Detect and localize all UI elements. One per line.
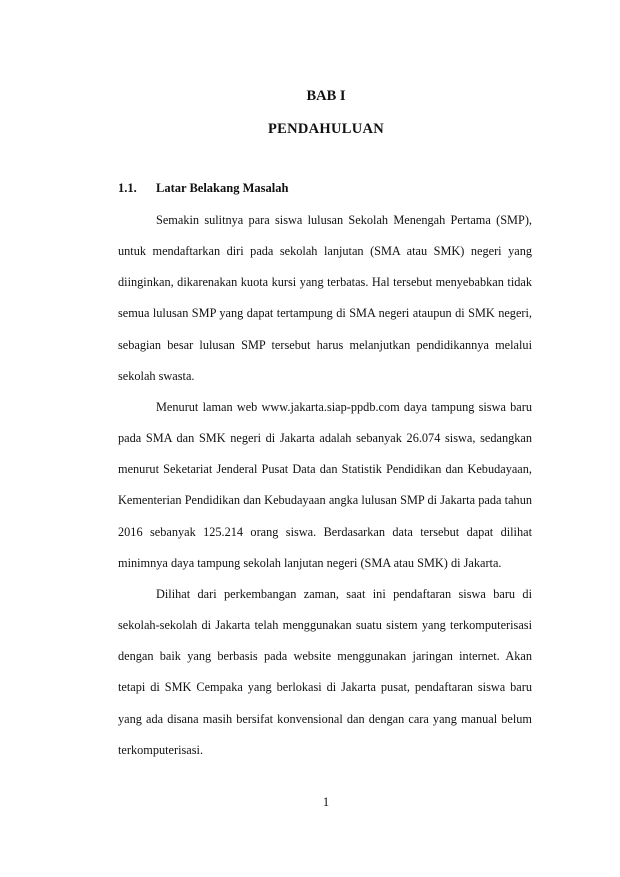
paragraph: Semakin sulitnya para siswa lulusan Sekolah Menengah Pertama (SMP), untuk mendaftarkan diri pada sekolah lanjutan (SMA atau SMK) negeri yang diinginkan, dikarenakan kuota kursi yang terbatas. Hal tersebut menyebabkan tidak semua lulusan SMP yang dapat tertampung di SMA negeri ataupun di SMK negeri, sebagian besar lulusan SMP tersebut harus melanjutkan pendidikannya melalui sekolah swasta. [118,213,532,383]
page-number: 1 [322,795,330,809]
paragraph: Menurut laman web www.jakarta.siap-ppdb.com daya tampung siswa baru pada SMA dan SMK negeri di Jakarta adalah sebanyak 26.074 siswa, sedangkan menurut Seketariat Jenderal Pusat Data dan Statistik Pendidikan dan Kebudayaan, Kementerian Pendidikan dan Kebudayaan angka lulusan SMP di Jakarta pada tahun 2016 sebanyak 125.214 orang siswa. Berdasarkan data tersebut dapat dilihat minimnya daya tampung sekolah lanjutan negeri (SMA atau SMK) di Jakarta. [118,399,532,570]
section-heading [118,181,288,196]
paragraph: Dilihat dari perkembangan zaman, saat ini pendaftaran siswa baru di sekolah-sekolah di Jakarta telah menggunakan suatu sistem yang terkomputerisasi dengan baik yang berbasis pada website menggunakan jaringan internet. Akan tetapi di SMK Cempaka yang berlokasi di Jakarta pusat, pendaftaran siswa baru yang ada disana masih bersifat konvensional dan dengan cara yang manual belum terkomputerisasi. [118,586,532,757]
chapter-title: PENDAHULUAN [267,121,385,137]
chapter-number: BAB I [306,88,346,104]
body-text [118,205,532,766]
section-number: 1.1. [118,181,137,195]
section-title: Latar Belakang Masalah [156,181,289,195]
